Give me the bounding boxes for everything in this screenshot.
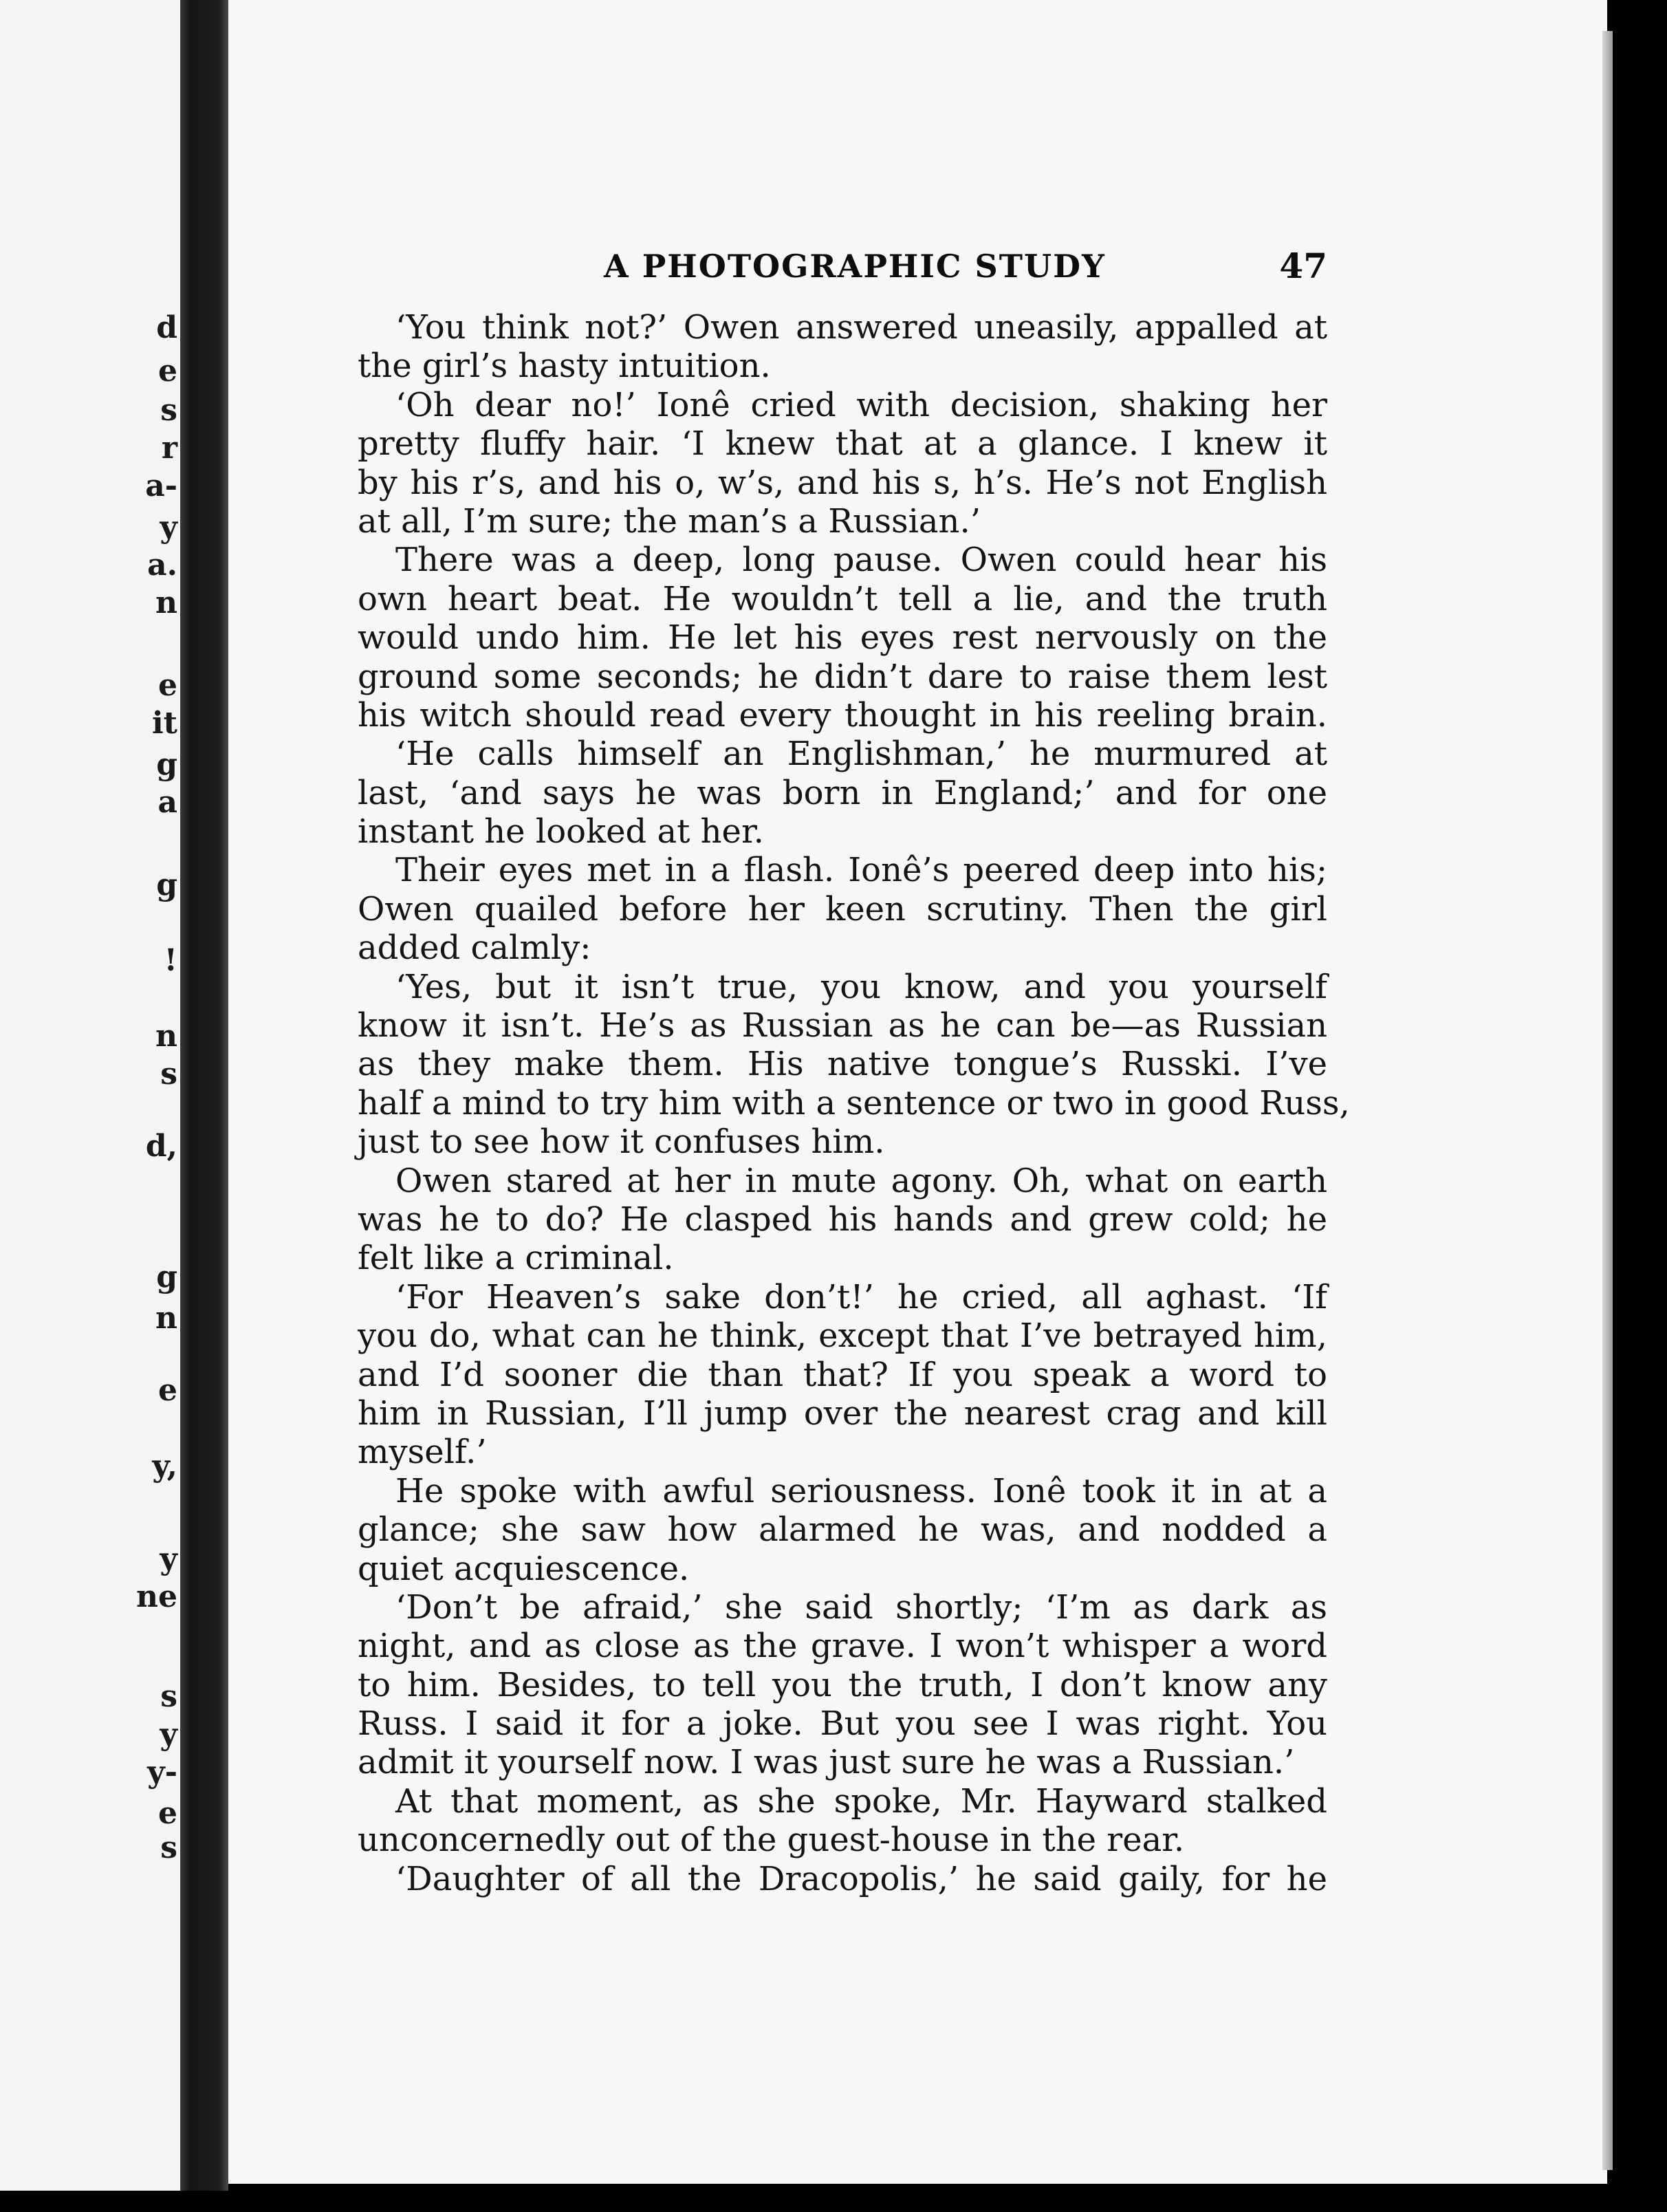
running-title: A PHOTOGRAPHIC STUDY [604, 248, 1106, 285]
text-line: At that moment, as she spoke, Mr. Hayward stalked [395, 1781, 1327, 1821]
facing-page-fragment: n [155, 1301, 177, 1336]
facing-page-fragment: y- [147, 1755, 177, 1790]
text-line: instant he looked at her. [358, 812, 764, 852]
text-line: admit it yourself now. I was just sure he was a Russian.’ [358, 1743, 1295, 1782]
running-head [371, 242, 1327, 290]
text-line: felt like a criminal. [358, 1239, 674, 1278]
text-line: ‘He calls himself an Englishman,’ he murmured at [395, 735, 1327, 774]
text-line: Owen stared at her in mute agony. Oh, what on earth [395, 1161, 1327, 1200]
text-line: at all, I’m sure; the man’s a Russian.’ [358, 501, 981, 541]
facing-page-fragment: e [158, 1373, 177, 1408]
text-line: ‘Daughter of all the Dracopolis,’ he said gaily, for he [395, 1859, 1327, 1898]
text-line: ‘For Heaven’s sake don’t!’ he cried, all aghast. ‘If [395, 1277, 1327, 1316]
body-text [358, 308, 1350, 1898]
facing-page-fragment: g [156, 1259, 177, 1294]
book-gutter [180, 0, 228, 2191]
facing-page-fragment: y, [152, 1449, 177, 1484]
text-line: you do, what can he think, except that I’ve betrayed him, [358, 1316, 1327, 1356]
facing-page-fragment: it [151, 706, 177, 741]
text-line: to him. Besides, to tell you the truth, I don’t know any [358, 1665, 1327, 1704]
text-line: ground some seconds; he didn’t dare to raise them lest [358, 657, 1327, 696]
text-line: Their eyes met in a flash. Ionê’s peered deep into his; [395, 851, 1327, 890]
facing-page-fragment: y [160, 510, 177, 545]
text-line: own heart beat. He wouldn’t tell a lie, and the truth [358, 579, 1327, 618]
text-line: ‘You think not?’ Owen answered uneasily, appalled at [395, 308, 1327, 347]
page-edge [1602, 31, 1613, 2170]
text-line: myself.’ [358, 1433, 487, 1472]
text-line: was he to do? He clasped his hands and grew cold; he [358, 1200, 1327, 1239]
text-line: and I’d sooner die than that? If you speak a word to [358, 1355, 1327, 1394]
text-line: glance; she saw how alarmed he was, and nodded a [358, 1510, 1327, 1550]
text-line: ‘Don’t be afraid,’ she said shortly; ‘I’m as dark as [395, 1587, 1327, 1627]
text-line: pretty fluffy hair. ‘I knew that at a glance. I knew it [358, 424, 1327, 464]
facing-page-fragment: n [155, 585, 177, 620]
text-line: by his r’s, and his o, w’s, and his s, h’s. He’s not English [358, 463, 1327, 502]
text-line: the girl’s hasty intuition. [358, 347, 771, 386]
text-line: as they make them. His native tongue’s Russki. I’ve [358, 1045, 1327, 1084]
text-line: unconcernedly out of the guest-house in the rear. [358, 1821, 1185, 1860]
text-line: He spoke with awful seriousness. Ionê took it in at a [395, 1471, 1327, 1510]
text-line: There was a deep, long pause. Owen could hear his [395, 541, 1327, 580]
text-line: Owen quailed before her keen scrutiny. Then the girl [358, 889, 1327, 929]
text-line: Russ. I said it for a joke. But you see I was right. You [358, 1704, 1327, 1744]
facing-page-fragment: s [160, 1679, 177, 1714]
text-line: quiet acquiescence. [358, 1549, 690, 1588]
text-line: would undo him. He let his eyes rest nervously on the [358, 618, 1327, 658]
facing-page-fragment: y [160, 1717, 177, 1752]
facing-page-fragment: s [160, 1056, 177, 1092]
facing-page-fragment: ne [136, 1579, 177, 1614]
facing-page-fragment: g [156, 867, 177, 902]
facing-page-fragment: y [160, 1541, 177, 1576]
facing-page-fragment: r [161, 431, 177, 466]
facing-page-fragment: g [156, 747, 177, 782]
page-number: 47 [1279, 246, 1327, 286]
facing-page-fragment: e [158, 1796, 177, 1831]
facing-page-fragment: s [160, 393, 177, 428]
facing-page [0, 0, 180, 2191]
facing-page-fragment: a. [147, 547, 177, 583]
text-line: him in Russian, I’ll jump over the nearest crag and kill [358, 1394, 1327, 1433]
facing-page-fragment: d, [145, 1129, 177, 1164]
text-line: his witch should read every thought in his reeling brain. [358, 695, 1327, 735]
text-line: half a mind to try him with a sentence or two in good Russ, [358, 1083, 1350, 1123]
facing-page-fragment: e [158, 354, 177, 389]
text-line: ‘Oh dear no!’ Ionê cried with decision, shaking her [395, 385, 1327, 424]
text-line: night, and as close as the grave. I won’t whisper a word [358, 1627, 1327, 1666]
facing-page-fragment: e [158, 668, 177, 703]
facing-page-fragment: ! [164, 943, 177, 978]
facing-page-fragment: n [155, 1019, 177, 1054]
text-line: know it isn’t. He’s as Russian as he can be—as Russian [358, 1006, 1327, 1045]
text-line: added calmly: [358, 929, 591, 968]
facing-page-fragment: a [157, 785, 177, 820]
text-line: ‘Yes, but it isn’t true, you know, and you yourself [395, 967, 1327, 1006]
facing-page-fragment: d [156, 310, 177, 345]
text-line: just to see how it confuses him. [358, 1123, 885, 1162]
facing-page-fragment: a- [145, 468, 177, 503]
facing-page-fragment: s [160, 1830, 177, 1865]
text-line: last, ‘and says he was born in England;’ and for one [358, 773, 1327, 812]
